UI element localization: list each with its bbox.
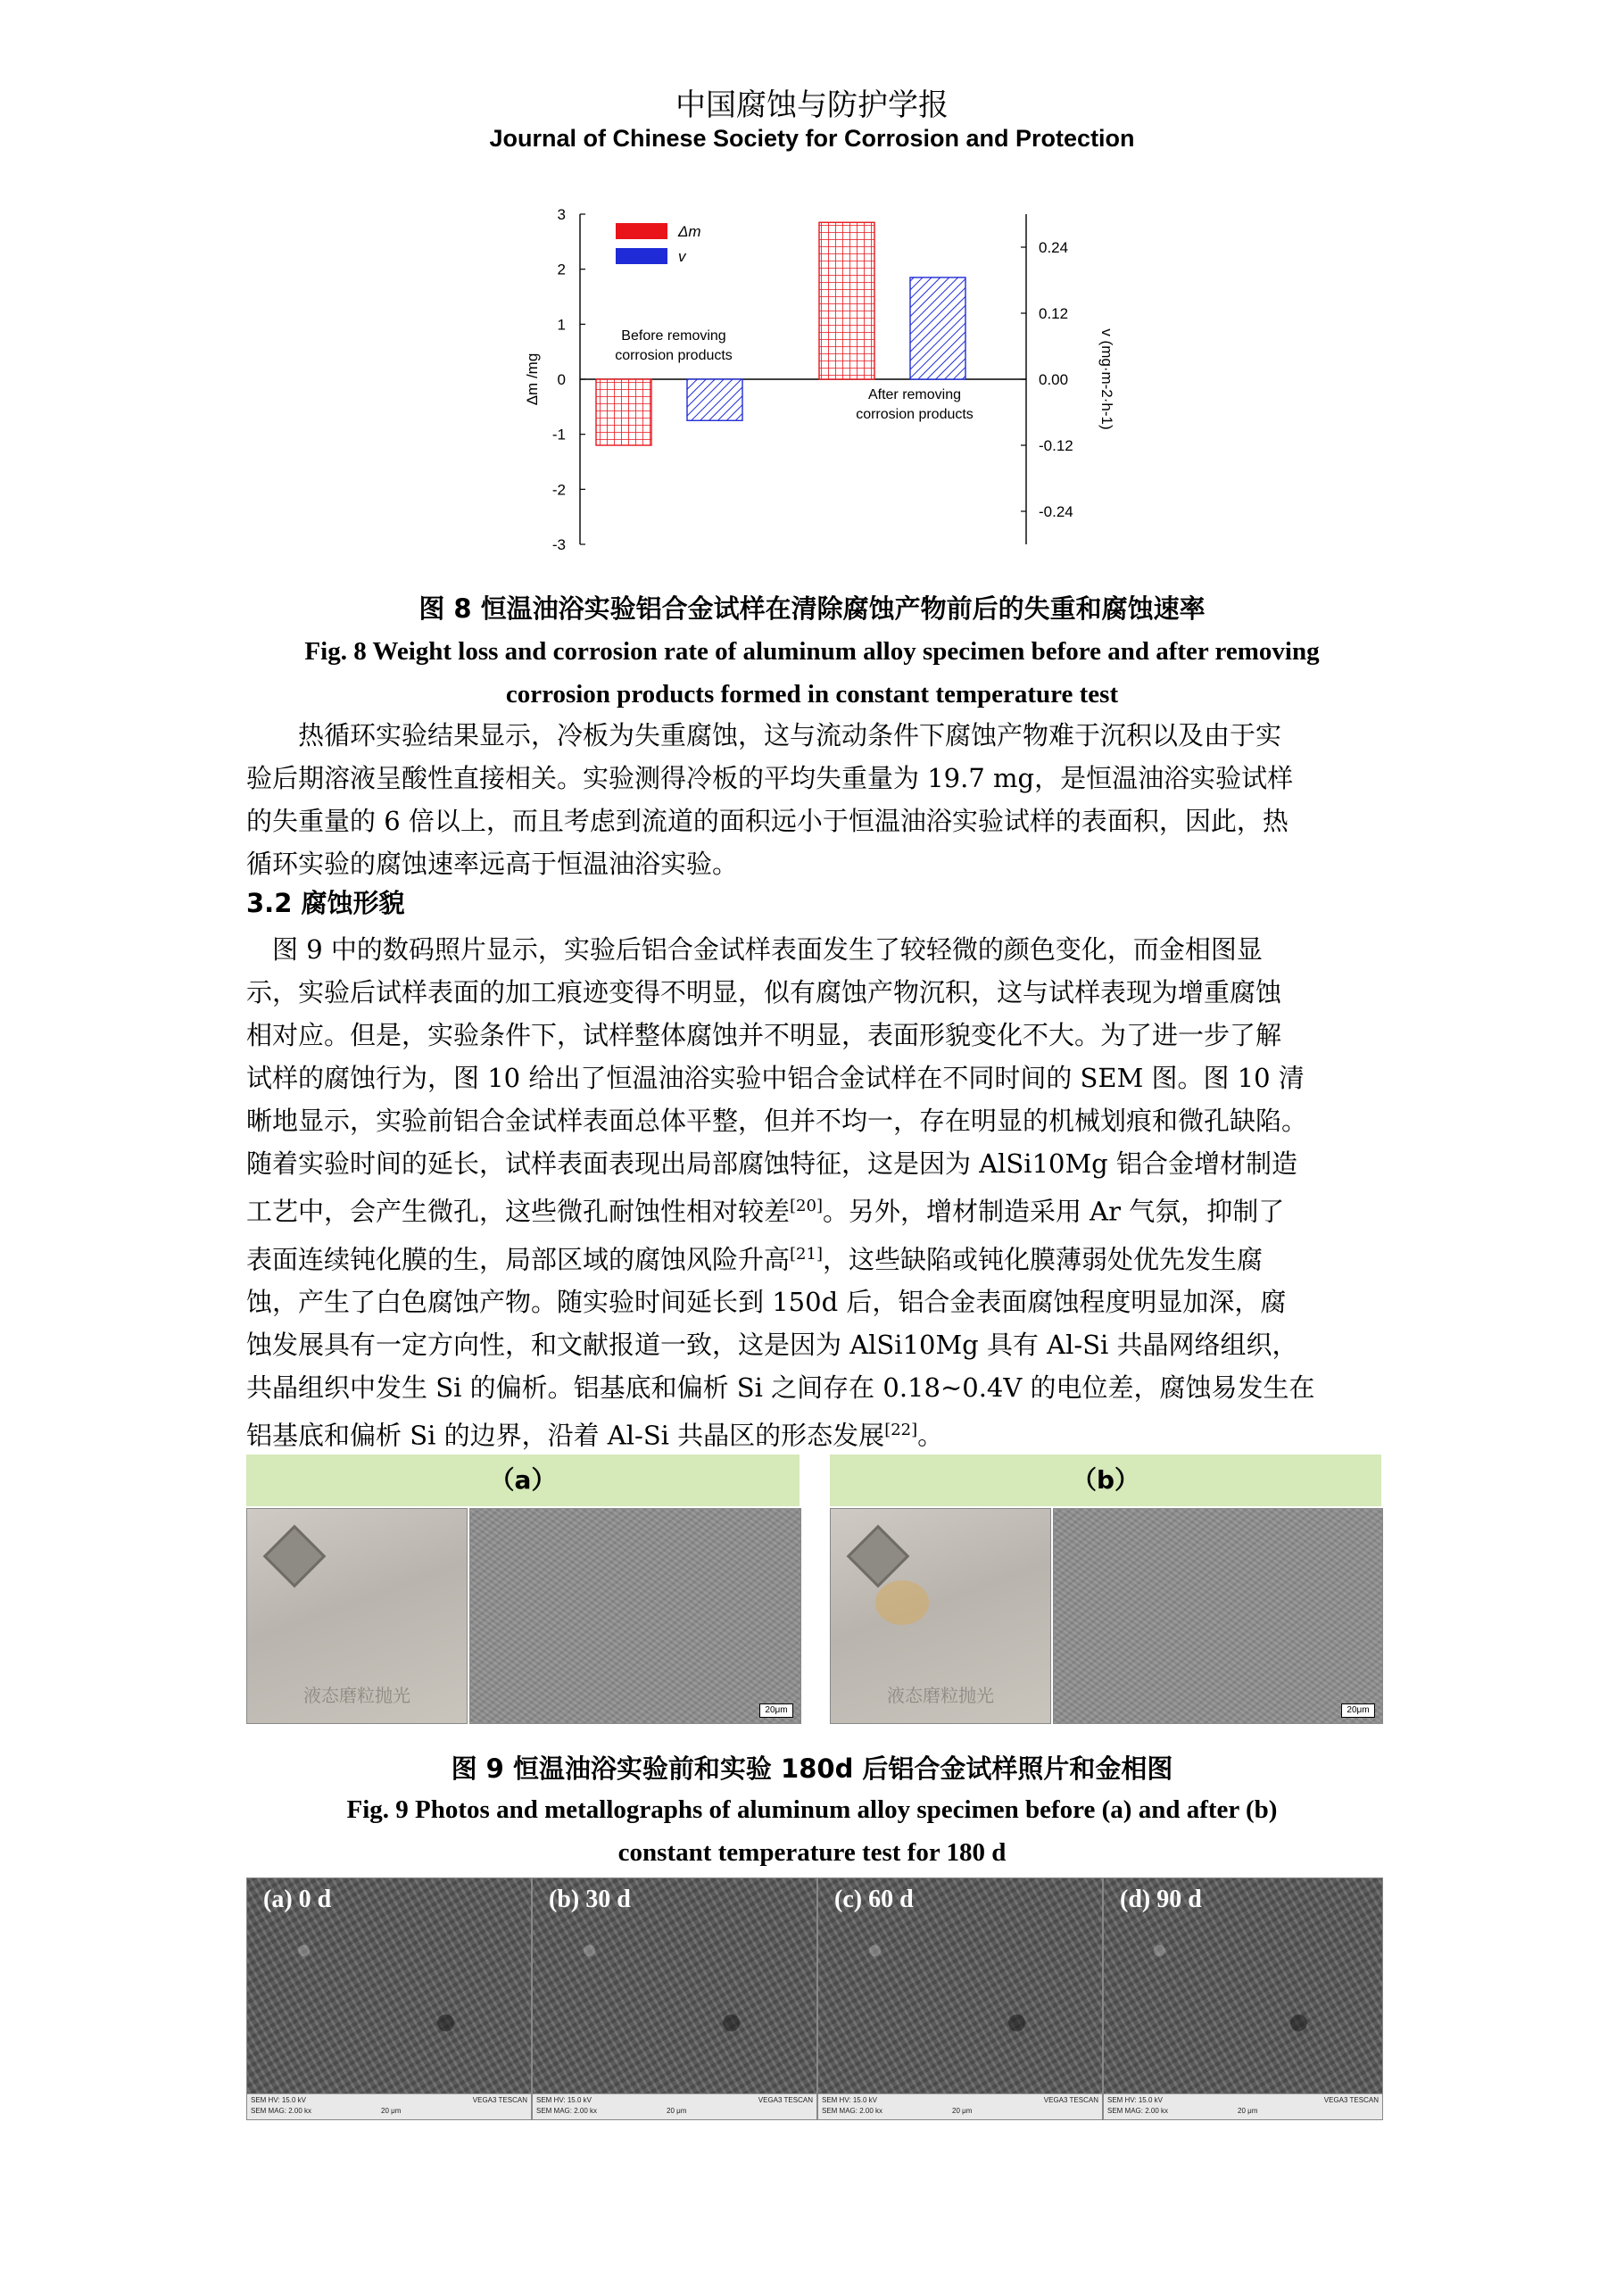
sem-info: SEM MAG: 2.00 kx xyxy=(536,2107,598,2115)
text-line: 共晶组织中发生 Si 的偏析。铝基底和偏析 Si 之间存在 0.18~0.4V 的电位差，腐蚀易发生在 xyxy=(246,1372,1315,1404)
text-line: 蚀，产生了白色腐蚀产物。随实验时间延长到 150d 后，铝合金表面腐蚀程度明显加深，腐 xyxy=(246,1287,1287,1318)
fig10-sem-c xyxy=(817,1877,1103,2120)
specimen-label: 液态磨粒抛光 xyxy=(887,1685,994,1706)
text-line: 示，实验后试样表面的加工痕迹变得不明显，似有腐蚀产物沉积，这与试样表现为增重腐蚀 xyxy=(246,977,1282,1007)
legend-label: Δm xyxy=(678,223,701,240)
sem-scale: 20 μm xyxy=(1238,2107,1258,2115)
text-line: 蚀发展具有一定方向性，和文献报道一致，这是因为 AlSi10Mg 具有 Al-Si 共晶网络组织， xyxy=(246,1330,1298,1361)
fig9-a-metallograph xyxy=(469,1508,801,1724)
specimen-mark xyxy=(847,1525,910,1588)
text-line: 试样的腐蚀行为，图 10 给出了恒温油浴实验中铝合金试样在不同时间的 SEM 图。图 10 清 xyxy=(246,1063,1305,1093)
sem-info-bar xyxy=(1104,2093,1382,2119)
sem-label: (d) 90 d xyxy=(1120,1886,1202,1913)
tick-label-left: 0 xyxy=(557,371,566,388)
sem-info: SEM HV: 15.0 kV xyxy=(1107,2096,1163,2104)
section-heading: 3.2 腐蚀形貌 xyxy=(246,888,405,918)
tick-label-right: -0.12 xyxy=(1039,437,1073,454)
journal-title-en: Journal of Chinese Society for Corrosion and Protection xyxy=(489,125,1135,152)
fig10-sem-b xyxy=(532,1877,817,2120)
bar-dm xyxy=(819,222,874,379)
category-label: Before removing xyxy=(621,328,726,344)
scale-bar: 20μm xyxy=(1341,1703,1375,1718)
fig10-sem-d xyxy=(1103,1877,1383,2120)
sem-info: SEM MAG: 2.00 kx xyxy=(1107,2107,1169,2115)
sem-info: SEM HV: 15.0 kV xyxy=(822,2096,877,2104)
text-line: 晰地显示，实验前铝合金试样表面总体平整，但并不均一，存在明显的机械划痕和微孔缺陷。 xyxy=(246,1106,1308,1136)
fig9-panel-b-header: （b） xyxy=(830,1455,1381,1506)
specimen-label: 液态磨粒抛光 xyxy=(303,1685,410,1706)
sem-info: SEM HV: 15.0 kV xyxy=(536,2096,592,2104)
fig8-chart xyxy=(500,196,1124,553)
sem-label: (b) 30 d xyxy=(549,1886,631,1913)
category-label: corrosion products xyxy=(615,348,733,363)
bar-v xyxy=(910,278,965,379)
tick-label-right: 0.12 xyxy=(1039,305,1069,322)
tick-label-left: 1 xyxy=(557,316,566,334)
tick-label-left: 3 xyxy=(557,206,566,223)
y-axis-title-left: Δm /mg xyxy=(524,352,541,406)
fig8-caption-en-line1: Fig. 8 Weight loss and corrosion rate of aluminum alloy specimen before and after removing xyxy=(304,637,1320,666)
fig9-caption-en-line1: Fig. 9 Photos and metallographs of aluminum alloy specimen before (a) and after (b) xyxy=(346,1795,1278,1824)
tick-label-right: 0.00 xyxy=(1039,371,1069,388)
sem-label: (c) 60 d xyxy=(834,1886,914,1913)
paragraph-corrosion-morphology xyxy=(246,928,1381,1457)
fig8-caption-en-line2: corrosion products formed in constant temperature test xyxy=(505,680,1119,709)
fig8-caption-cn: 图 8 恒温油浴实验铝合金试样在清除腐蚀产物前后的失重和腐蚀速率 xyxy=(418,593,1206,624)
legend-label: v xyxy=(678,248,686,265)
tick-label-left: -3 xyxy=(551,536,566,553)
text-line: 工艺中，会产生微孔，这些微孔耐蚀性相对较差[20]。另外，增材制造采用 Ar 气氛，抑制了 xyxy=(246,1196,1285,1227)
fig9-caption-cn: 图 9 恒温油浴实验前和实验 180d 后铝合金试样照片和金相图 xyxy=(451,1753,1173,1784)
sem-scale: 20 μm xyxy=(667,2107,687,2115)
sem-scale: 20 μm xyxy=(952,2107,973,2115)
paragraph-thermal-cycle xyxy=(246,714,1381,885)
text-line: 热循环实验结果显示，冷板为失重腐蚀，这与流动条件下腐蚀产物难于沉积以及由于实 xyxy=(246,720,1282,750)
sem-info-bar xyxy=(247,2093,531,2119)
legend-swatch xyxy=(616,248,667,264)
bar-dm xyxy=(596,379,651,445)
sem-brand: VEGA3 TESCAN xyxy=(472,2096,527,2104)
sem-info-bar xyxy=(533,2093,816,2119)
discoloration-spot xyxy=(875,1580,929,1625)
sem-scale: 20 μm xyxy=(381,2107,402,2115)
legend-swatch xyxy=(616,223,667,239)
fig9-caption-en-line2: constant temperature test for 180 d xyxy=(617,1838,1007,1867)
sem-info-bar xyxy=(818,2093,1102,2119)
sem-brand: VEGA3 TESCAN xyxy=(1043,2096,1098,2104)
text-line: 表面连续钝化膜的生，局部区域的腐蚀风险升高[21]，这些缺陷或钝化膜薄弱处优先发生腐 xyxy=(246,1244,1263,1275)
sem-label: (a) 0 d xyxy=(263,1886,332,1913)
bar-v xyxy=(687,379,742,420)
tick-label-left: -2 xyxy=(551,481,566,499)
journal-title-cn: 中国腐蚀与防护学报 xyxy=(675,87,949,123)
text-line: 随着实验时间的延长，试样表面表现出局部腐蚀特征，这是因为 AlSi10Mg 铝合金增材制造 xyxy=(246,1148,1297,1179)
fig10-sem-a xyxy=(246,1877,532,2120)
tick-label-left: 2 xyxy=(557,261,566,278)
fig9-panel-a-header: （a） xyxy=(246,1455,800,1506)
text-line: 验后期溶液呈酸性直接相关。实验测得冷板的平均失重量为 19.7 mg，是恒温油浴实验试样 xyxy=(246,763,1294,793)
text-line: 铝基底和偏析 Si 的边界，沿着 Al-Si 共晶区的形态发展[22]。 xyxy=(246,1420,944,1451)
scale-bar: 20μm xyxy=(759,1703,793,1718)
sem-brand: VEGA3 TESCAN xyxy=(758,2096,813,2104)
tick-label-left: -1 xyxy=(551,426,566,443)
text-line: 相对应。但是，实验条件下，试样整体腐蚀并不明显，表面形貌变化不大。为了进一步了解 xyxy=(246,1020,1282,1050)
text-line: 的失重量的 6 倍以上，而且考虑到流道的面积远小于恒温油浴实验试样的表面积，因此，热 xyxy=(246,806,1288,836)
specimen-mark xyxy=(263,1525,327,1588)
tick-label-right: 0.24 xyxy=(1039,239,1069,256)
sem-info: SEM MAG: 2.00 kx xyxy=(251,2107,312,2115)
fig9-b-metallograph xyxy=(1053,1508,1383,1724)
sem-info: SEM MAG: 2.00 kx xyxy=(822,2107,883,2115)
category-label: corrosion products xyxy=(856,407,974,422)
fig9-a-specimen-photo xyxy=(246,1508,468,1724)
text-line: 图 9 中的数码照片显示，实验后铝合金试样表面发生了较轻微的颜色变化，而金相图显 xyxy=(246,934,1263,965)
fig9-b-specimen-photo xyxy=(830,1508,1051,1724)
sem-brand: VEGA3 TESCAN xyxy=(1323,2096,1379,2104)
tick-label-right: -0.24 xyxy=(1039,503,1073,520)
category-label: After removing xyxy=(867,387,962,402)
y-axis-title-right: v (mg·m-2·h-1) xyxy=(1098,328,1115,430)
text-line: 循环实验的腐蚀速率远高于恒温油浴实验。 xyxy=(246,849,739,879)
sem-info: SEM HV: 15.0 kV xyxy=(251,2096,306,2104)
